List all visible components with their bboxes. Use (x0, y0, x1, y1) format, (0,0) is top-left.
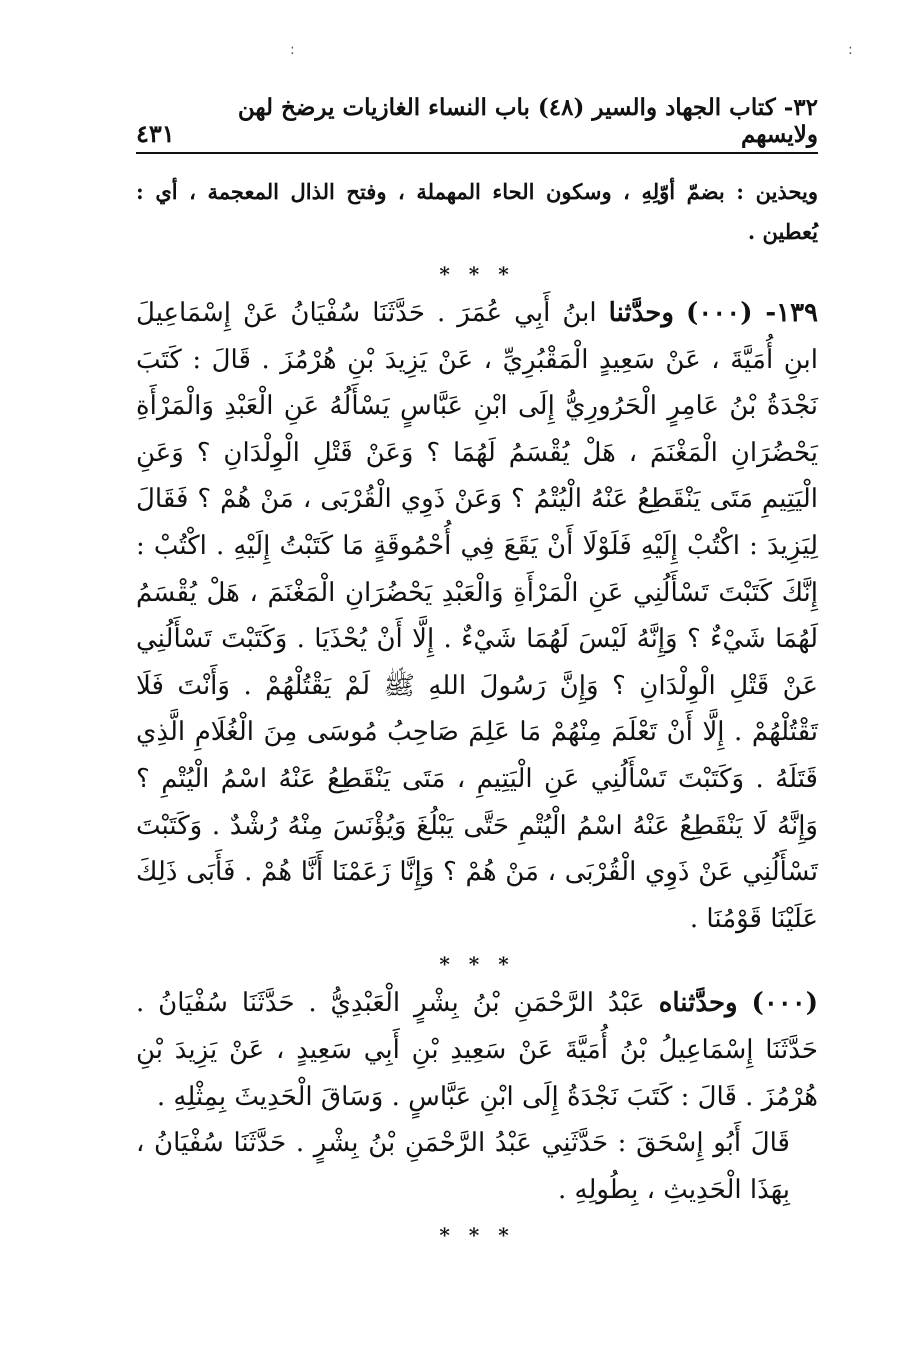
hadith-number: ١٣٩- (٠٠٠) (685, 298, 819, 328)
narrator-intro: وحدَّثنا (608, 298, 674, 328)
hadith-text: عَبْدُ الرَّحْمَنِ بْنُ بِشْرٍ الْعَبْدِيُّ . حَدَّثَنَا سُفْيَانُ . حَدَّثَنَا إِسْمَاعِيلُ بْنُ أُمَيَّةَ عَنْ سَعِيدِ بْنِ أَبِي سَعِيدٍ ، عَنْ يَزِيدَ بْنِ هُرْمُزَ . قَالَ : كَتَبَ نَجْدَةُ إِلَى ابْنِ عَبَّاسٍ . وَسَاقَ الْحَدِيثَ بِمِثْلِهِ . (136, 988, 818, 1112)
hadith-000 (136, 980, 818, 1120)
footnote-explanation: ويحذين : بضمّ أوّلِهِ ، وسكون الحاء المهملة ، وفتح الذال المعجمة ، أي : يُعطين . (136, 179, 818, 244)
hadith-text: ابنُ أَبِي عُمَرَ . حَدَّثَنَا سُفْيَانُ عَنْ إِسْمَاعِيلَ ابنِ أُمَيَّةَ ، عَنْ سَعِيدٍ الْمَقْبُرِيِّ ، عَنْ يَزِيدَ بْنِ هُرْمُزَ . قَالَ : كَتَبَ نَجْدَةُ بْنُ عَامِرٍ الْحَرُورِيُّ إِلَى ابْنِ عَبَّاسٍ يَسْأَلُهُ عَنِ الْعَبْدِ وَالْمَرْأَةِ يَحْضُرَانِ الْمَغْنَمَ ، هَلْ يُقْسَمُ لَهُمَا ؟ وَعَنْ قَتْلِ الْوِلْدَانِ ؟ وَعَنِ الْيَتِيمِ مَتَى يَنْقَطِعُ عَنْهُ الْيُتْمُ ؟ وَعَنْ ذَوِي الْقُرْبَى ، مَنْ هُمْ ؟ فَقَالَ لِيَزِيدَ : اكْتُبْ إِلَيْهِ فَلَوْلَا أَنْ يَقَعَ فِي أُحْمُوقَةٍ مَا كَتَبْتُ إِلَيْهِ . اكْتُبْ : إِنَّكَ كَتَبْتَ تَسْأَلُنِي عَنِ الْمَرْأَةِ وَالْعَبْدِ يَحْضُرَانِ الْمَغْنَمَ ، هَلْ يُقْسَمُ لَهُمَا شَيْءٌ ؟ وَإِنَّهُ لَيْسَ لَهُمَا شَيْءٌ . إِلَّا أَنْ يُحْذَيَا . وَكَتَبْتَ تَسْأَلُنِي عَنْ قَتْلِ الْوِلْدَانِ ؟ وَإِنَّ رَسُولَ اللهِ ﷺ لَمْ يَقْتُلْهُمْ . وَأَنْتَ فَلَا تَقْتُلْهُمْ . إِلَّا أَنْ تَعْلَمَ مِنْهُمْ مَا عَلِمَ صَاحِبُ مُوسَى مِنَ الْغُلَامِ الَّذِي قَتَلَهُ . وَكَتَبْتَ تَسْأَلُنِي عَنِ الْيَتِيمِ ، مَتَى يَنْقَطِعُ عَنْهُ اسْمُ الْيُتْمِ ؟ وَإِنَّهُ لَا يَنْقَطِعُ عَنْهُ اسْمُ الْيُتْمِ حَتَّى يَبْلُغَ وَيُؤْنَسَ مِنْهُ رُشْدٌ . وَكَتَبْتَ تَسْأَلُنِي عَنْ ذَوِي الْقُرْبَى ، مَنْ هُمْ ؟ وَإِنَّا زَعَمْنَا أَنَّا هُمْ . فَأَبَى ذَلِكَ عَلَيْنَا قَوْمُنَا . (136, 298, 818, 934)
section-separator: * * * (439, 1223, 515, 1248)
hadith-139 (136, 290, 818, 942)
running-title: ٣٢- كتاب الجهاد والسير (٤٨) باب النساء الغازيات يرضخ لهن ولايسهم (237, 94, 818, 148)
abu-ishaq-note: قَالَ أَبُو إِسْحَقَ : حَدَّثَنِي عَبْدُ الرَّحْمَنِ بْنُ بِشْرٍ . حَدَّثَنَا سُفْيَانُ ، بِهَذَا الْحَدِيثِ ، بِطُولِهِ . (136, 1128, 790, 1205)
page-number: ٤٣١ (136, 119, 175, 148)
section-separator: * * * (439, 952, 515, 977)
narrator-intro: وحدَّثناه (658, 988, 738, 1019)
book-page (136, 94, 819, 1251)
page-header (136, 94, 818, 154)
section-separator: * * * (439, 262, 515, 286)
scan-mark-right: : (848, 42, 853, 58)
hadith-number: (٠٠٠) (751, 988, 819, 1019)
scan-mark-left: : (290, 42, 295, 58)
